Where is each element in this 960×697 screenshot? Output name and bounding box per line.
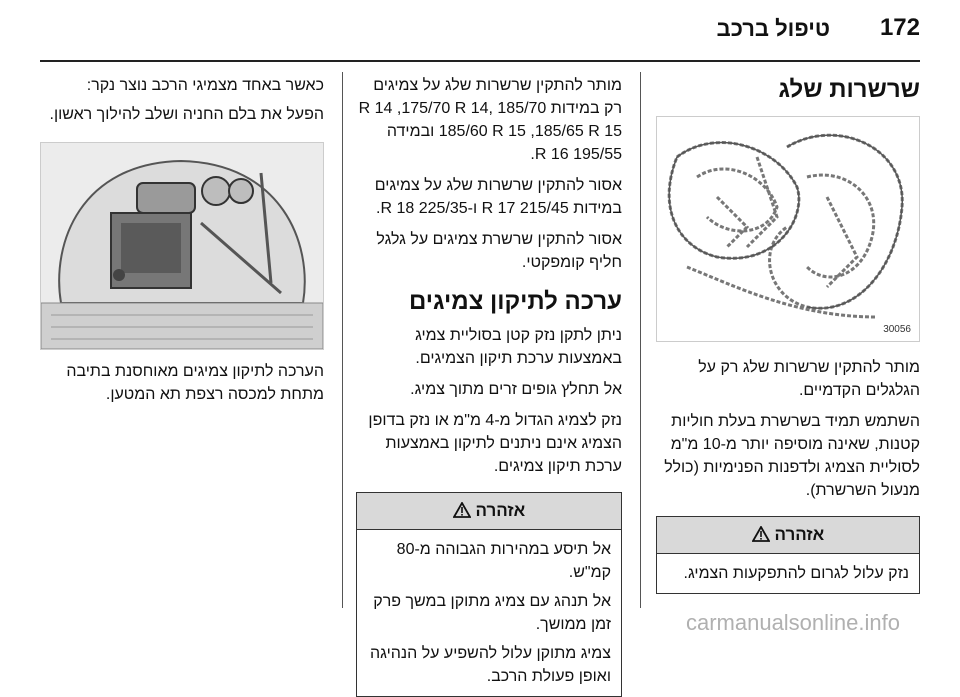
chains-spare-para: אסור להתקין שרשרת צמיגים על גלגל חליף קומפקטי. bbox=[376, 231, 622, 271]
flat-tyre-para-1: כאשר באחד מצמיגי הרכב נוצר נקר: bbox=[86, 77, 324, 94]
tyre-repair-para-1: ניתן לתקן נזק קטן בסוליית צמיג באמצעות ערכת תיקון הצמיגים. bbox=[415, 327, 622, 367]
snow-chain-illustration bbox=[657, 117, 919, 341]
flat-tyre-section bbox=[40, 74, 324, 406]
tyre-repair-warning-box bbox=[356, 492, 622, 697]
figure-label: 30056 bbox=[883, 324, 911, 335]
snow-chains-heading: שרשרות שלג bbox=[778, 76, 920, 103]
watermark-text: carmanualsonline.info bbox=[685, 610, 900, 635]
column-divider-right bbox=[640, 72, 641, 608]
repair-kit-figure bbox=[40, 142, 324, 350]
chains-sizes-para: מותר להתקין שרשרות שלג על צמיגים רק במידות 185/70 R 14 ,175/70 R 14, 185/60 R 15 ,185/65 R 15 ובמידה 195/55 R 16. bbox=[358, 77, 622, 163]
flat-tyre-para-2: הפעל את בלם החניה ושלב להילוך ראשון. bbox=[49, 106, 324, 123]
warning-title: אזהרה bbox=[774, 525, 825, 544]
page-number: 172 bbox=[879, 14, 920, 41]
tyre-repair-section bbox=[356, 74, 622, 697]
warning-header bbox=[357, 493, 621, 530]
chains-prohibited-para: אסור להתקין שרשרות שלג על צמיגים במידות 215/45 R 17 ו-225/35 R 18. bbox=[374, 177, 622, 217]
warning-triangle-icon bbox=[752, 526, 770, 542]
header-divider bbox=[40, 60, 920, 62]
snow-chains-para-1: מותר להתקין שרשרות שלג רק על הגלגלים הקדמיים. bbox=[698, 359, 920, 399]
snow-chains-para-2: השתמש תמיד בשרשרת בעלת חוליות קטנות, שאינה מוסיפה יותר מ-10 מ"מ לסוליית הצמיג ולדפנות הפנימיות (כולל מנעול השרשרת). bbox=[664, 413, 920, 499]
warning-text-1: אל תיסע במהירות הגבוהה מ-80 קמ"ש. bbox=[396, 541, 611, 581]
repair-kit-caption: הערכה לתיקון צמיגים מאוחסנת בתיבה מתחת למכסה רצפת תא המטען. bbox=[66, 363, 324, 403]
warning-header bbox=[657, 517, 919, 554]
snow-chains-figure bbox=[656, 116, 920, 342]
tyre-repair-heading: ערכה לתיקון צמיגים bbox=[408, 288, 622, 315]
snow-chains-section bbox=[656, 76, 920, 594]
warning-text: נזק עלול לגרום להתפקעות הצמיג. bbox=[683, 565, 909, 582]
running-header-title: טיפול ברכב bbox=[716, 16, 830, 41]
tyre-repair-para-3: נזק לצמיג הגדול מ-4 מ"מ או נזק בדופן הצמיג אינם ניתנים לתיקון באמצעות ערכת תיקון צמיגים. bbox=[368, 412, 622, 475]
column-divider-left bbox=[342, 72, 343, 608]
warning-title: אזהרה bbox=[475, 501, 526, 520]
warning-triangle-icon bbox=[453, 502, 471, 518]
snow-chains-warning-box bbox=[656, 516, 920, 594]
warning-text-3: צמיג מתוקן עלול להשפיע על הנהיגה ואופן פעולת הרכב. bbox=[370, 645, 611, 685]
tyre-repair-para-2: אל תחלץ גופים זרים מתוך צמיג. bbox=[410, 381, 622, 398]
repair-kit-illustration bbox=[41, 143, 323, 349]
warning-text-2: אל תנהג עם צמיג מתוקן במשך פרק זמן ממושך. bbox=[373, 593, 611, 633]
